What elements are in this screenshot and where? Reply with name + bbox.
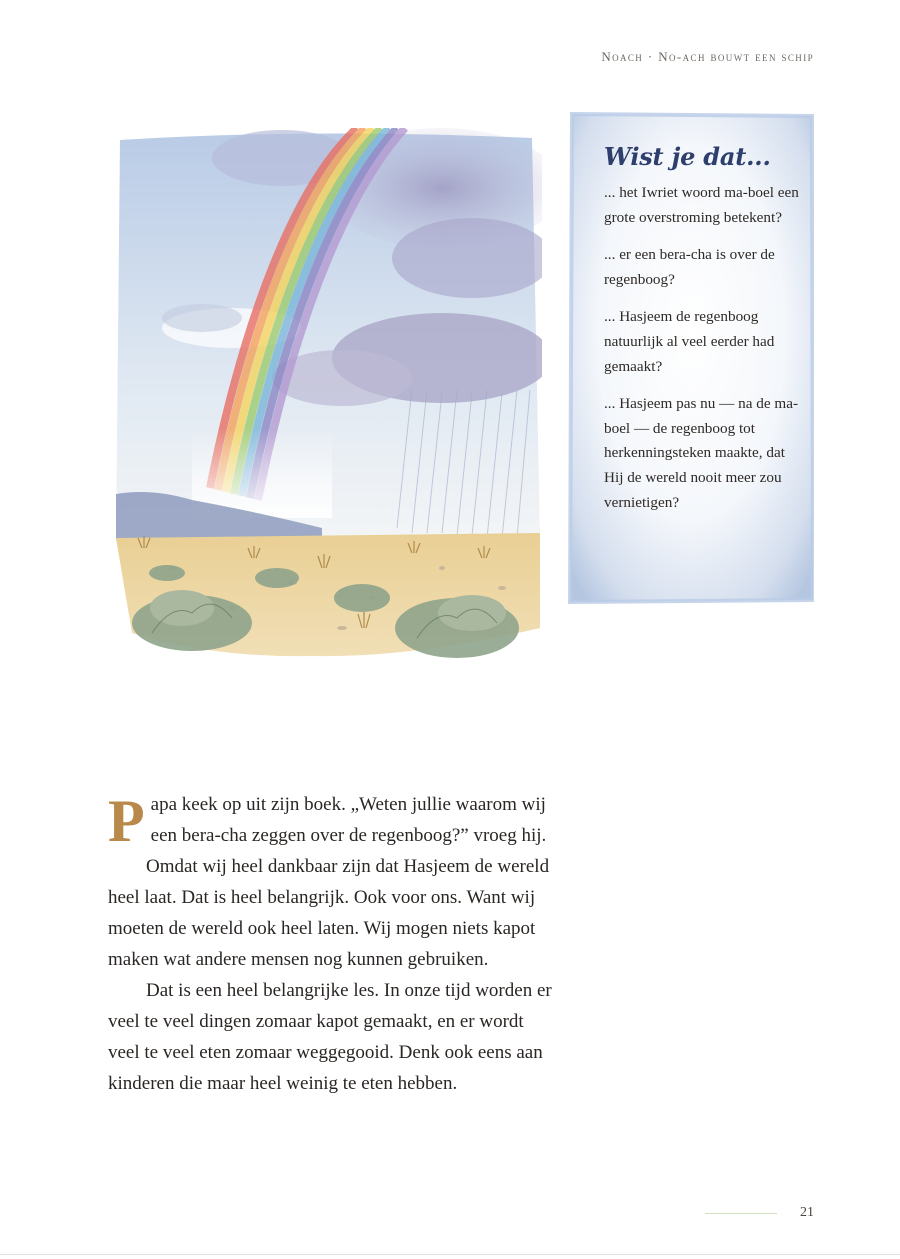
paragraph-1	[108, 788, 560, 854]
paragraph-3: Dat is een heel belangrijke les. In onze tijd worden er veel te veel dingen zomaar kapot gemaakt, en er wordt veel te veel eten zomaar weggegooid. Denk ook eens aan kinderen die maar heel weinig te eten hebben.	[108, 980, 552, 1094]
story-text	[108, 789, 560, 1099]
sidebar-title: Wist je dat...	[604, 142, 771, 171]
rainbow-illustration	[112, 128, 542, 664]
sidebar-fact-1: ... het Iwriet woord ma-boel een grote overstroming betekent?	[604, 184, 799, 226]
paragraph-2: Omdat wij heel dankbaar zijn dat Hasjeem de wereld heel laat. Dat is heel belangrijk. Ook voor ons. Want wij moeten de wereld ook heel laten. Wij mogen niets kapot maken wat andere mensen nog kunnen gebruiken.	[108, 856, 550, 970]
running-header: Noach · No-ach bouwt een schip	[601, 49, 814, 64]
drop-cap: P	[108, 788, 145, 854]
sidebar-fact-2: ... er een bera-cha is over de regenboog?	[604, 246, 775, 288]
footer-rule	[705, 1213, 777, 1214]
paragraph-1-text: apa keek op uit zijn boek. „Weten jullie waarom wij een bera-cha zeggen over de regenboog?” vroeg hij.	[150, 794, 547, 846]
sidebar-fact-3: ... Hasjeem de regenboog natuurlijk al veel eerder had gemaakt?	[604, 308, 775, 375]
sidebar-fact-4: ... Hasjeem pas nu — na de ma-boel — de regenboog tot herkenningsteken maakte, dat Hij de wereld nooit meer zou vernietigen?	[604, 395, 799, 511]
page-edge-rule	[0, 1254, 900, 1255]
did-you-know-box	[568, 112, 814, 604]
page-number: 21	[800, 1205, 814, 1220]
